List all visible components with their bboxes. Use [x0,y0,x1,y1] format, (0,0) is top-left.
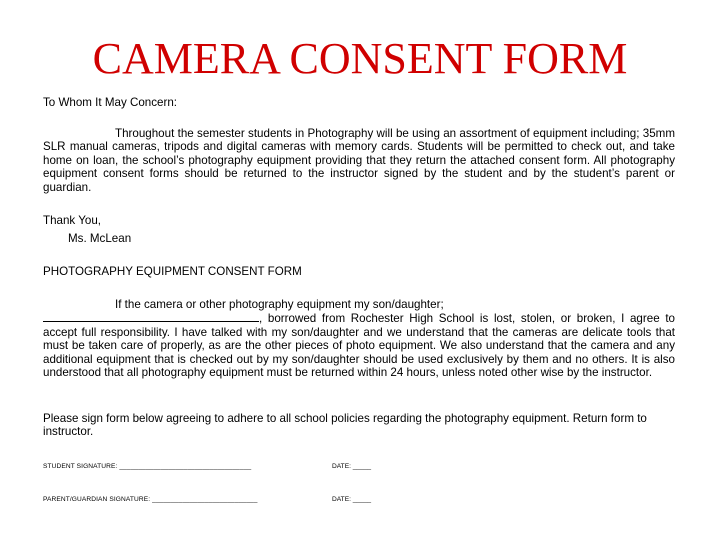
salutation: To Whom It May Concern: [43,96,178,109]
student-signature-line: STUDENT SIGNATURE: ___________________________________ [43,463,252,470]
consent-form-heading: PHOTOGRAPHY EQUIPMENT CONSENT FORM [43,265,302,278]
form-title: CAMERA CONSENT FORM [92,34,628,83]
consent-paragraph-rest: , borrowed from Rochester High School is lost, stolen, or broken, I agree to accept full responsibility. I have talked with my son/daughter and we understand that the cameras are delicate tools that must be taken care of properly, as are the other pieces of photo equipment. We also understand that the camera and any additional equipment that is checked out by my son/daughter should be used exclusively by them and no others. It is also understood that all photography equipment must be returned within 24 hours, unless noted other wise by the instructor. [43,312,675,380]
consent-paragraph [43,298,675,379]
consent-paragraph-start: If the camera or other photography equipment my son/daughter; [115,298,444,311]
instruction-paragraph: Please sign form below agreeing to adhere to all school policies regarding the photography equipment. Return form to instructor. [43,412,647,439]
signer-name: Ms. McLean [68,232,132,245]
student-name-blank [43,311,259,322]
closing: Thank You, [43,214,102,227]
parent-date-line: DATE: _____ [332,496,372,503]
intro-paragraph-text: Throughout the semester students in Photography will be using an assortment of equipment including; 35mm SLR manual cameras, tripods and digital cameras with memory cards. Students will be permitted to check out, and take home on loan, the school’s photography equipment providing that they return the attached consent form. All photography equipment consent forms should be returned to the instructor signed by the student and by the student’s parent or guardian. [43,127,675,194]
parent-signature-line: PARENT/GUARDIAN SIGNATURE: ____________________________ [43,496,258,503]
intro-paragraph [43,127,675,194]
student-date-line: DATE: _____ [332,463,372,470]
